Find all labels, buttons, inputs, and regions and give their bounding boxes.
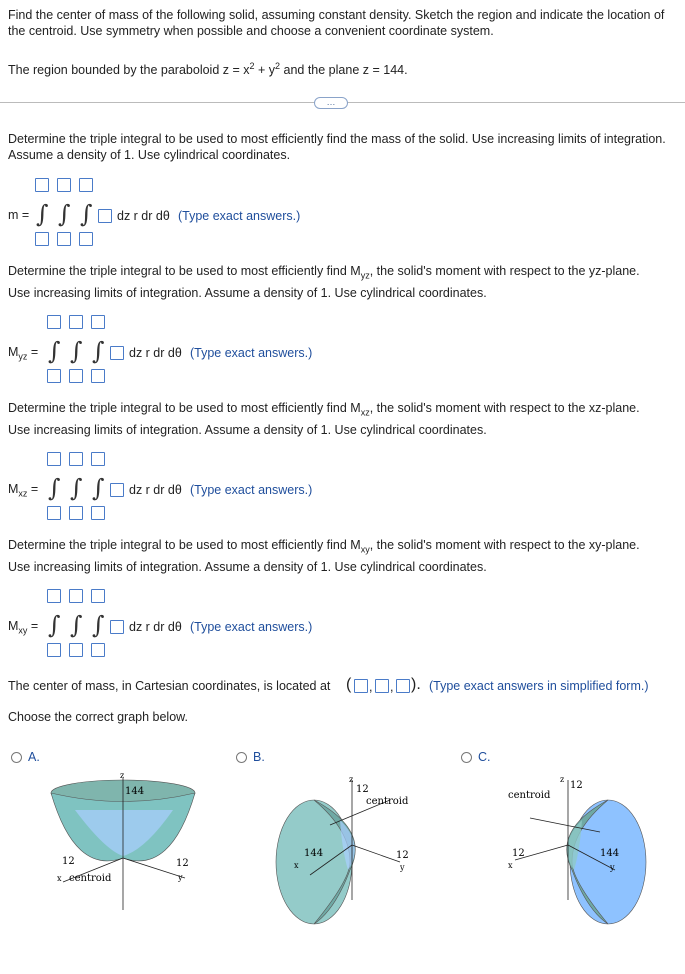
- mxz-upper-limit-3[interactable]: [91, 452, 105, 466]
- simplified-form-hint: (Type exact answers in simplified form.): [429, 679, 649, 693]
- myz-label: $M_{yz}$ =: [8, 345, 39, 362]
- mass-label: m =: [8, 208, 30, 222]
- integral-differentials: dz r dr dθ: [129, 620, 182, 634]
- x-axis-label: x: [508, 861, 513, 870]
- integral-sign: ∫: [36, 200, 49, 228]
- top-value-label: 144: [125, 786, 145, 797]
- mxz-lower-limit-2[interactable]: [69, 506, 83, 520]
- myz-upper-limit-2[interactable]: [69, 315, 83, 329]
- mxy-question-cont: Use increasing limits of integration. Assume a density of 1. Use cylindrical coordinates.: [8, 560, 487, 574]
- type-exact-hint: (Type exact answers.): [190, 346, 313, 360]
- type-exact-hint: (Type exact answers.): [190, 483, 313, 497]
- option-b-letter: B.: [253, 750, 265, 764]
- myz-integrand-input[interactable]: [110, 346, 124, 360]
- open-paren: (: [346, 676, 352, 693]
- mxz-upper-limit-1[interactable]: [47, 452, 61, 466]
- integral-sign: ∫: [92, 337, 105, 365]
- integral-sign: ∫: [92, 611, 105, 639]
- integral-sign: ∫: [92, 474, 105, 502]
- centroid-z-input[interactable]: [396, 679, 410, 693]
- y-axis-label: y: [400, 863, 405, 872]
- mxy-upper-limit-3[interactable]: [91, 589, 105, 603]
- mxz-lower-limit-1[interactable]: [47, 506, 61, 520]
- mxz-question-cont: Use increasing limits of integration. Assume a density of 1. Use cylindrical coordinates.: [8, 423, 487, 437]
- mass-upper-limit-2[interactable]: [57, 178, 71, 192]
- mass-lower-limit-2[interactable]: [57, 232, 71, 246]
- option-a-graph[interactable]: [45, 770, 205, 915]
- x-axis-label: x: [57, 874, 62, 883]
- mxz-question: Determine the triple integral to be used to most efficiently find $M_{xz}$, the solid's moment with respect to the xz-plane.: [8, 401, 640, 418]
- option-b-radio[interactable]: [236, 752, 247, 763]
- expand-more-button[interactable]: …: [314, 97, 348, 109]
- comma: ,: [390, 680, 394, 694]
- y-value-label: 144: [600, 848, 620, 859]
- integral-differentials: dz r dr dθ: [129, 346, 182, 360]
- choose-graph-prompt: Choose the correct graph below.: [8, 710, 188, 724]
- mxy-lower-limit-2[interactable]: [69, 643, 83, 657]
- integral-sign: ∫: [80, 200, 93, 228]
- type-exact-hint: (Type exact answers.): [190, 620, 313, 634]
- type-exact-hint: (Type exact answers.): [178, 209, 301, 223]
- mxy-lower-limit-1[interactable]: [47, 643, 61, 657]
- centroid-label: centroid: [366, 796, 409, 807]
- mxy-upper-limit-2[interactable]: [69, 589, 83, 603]
- myz-upper-limit-3[interactable]: [91, 315, 105, 329]
- top-value-label: 12: [570, 780, 583, 791]
- integral-differentials: dz r dr dθ: [117, 209, 170, 223]
- mass-question: Determine the triple integral to be used to most efficiently find the mass of the solid. Use increasing limits of integration. Assume a density of 1. Use cylindrical coordinates.: [8, 132, 666, 162]
- x-value-label: 144: [304, 848, 324, 859]
- option-c-radio[interactable]: [461, 752, 472, 763]
- x-axis-label: x: [294, 861, 299, 870]
- z-axis-label: z: [120, 771, 125, 780]
- myz-lower-limit-1[interactable]: [47, 369, 61, 383]
- z-axis-label: z: [349, 775, 354, 784]
- integral-sign: ∫: [48, 474, 61, 502]
- option-a-radio[interactable]: [11, 752, 22, 763]
- mass-lower-limit-3[interactable]: [79, 232, 93, 246]
- centroid-x-input[interactable]: [354, 679, 368, 693]
- mass-integrand-input[interactable]: [98, 209, 112, 223]
- integral-sign: ∫: [70, 337, 83, 365]
- mxz-upper-limit-2[interactable]: [69, 452, 83, 466]
- x-value-label: 12: [512, 848, 525, 859]
- myz-upper-limit-1[interactable]: [47, 315, 61, 329]
- mxz-integrand-input[interactable]: [110, 483, 124, 497]
- integral-sign: ∫: [70, 611, 83, 639]
- problem-instruction: Find the center of mass of the following solid, assuming constant density. Sketch the region and indicate the location of the centroid. Use symmetry when possible and choose a convenient coordinate system.: [8, 8, 665, 38]
- option-c-graph[interactable]: [500, 770, 660, 930]
- myz-question: Determine the triple integral to be used to most efficiently find $M_{yz}$, the solid's moment with respect to the yz-plane.: [8, 264, 640, 281]
- comma: ,: [369, 680, 373, 694]
- y-value-label: 12: [176, 858, 189, 869]
- integral-differentials: dz r dr dθ: [129, 483, 182, 497]
- integral-sign: ∫: [48, 611, 61, 639]
- mxy-label: $M_{xy}$ =: [8, 619, 39, 636]
- myz-question-cont: Use increasing limits of integration. Assume a density of 1. Use cylindrical coordinates.: [8, 286, 487, 300]
- top-value-label: 12: [356, 784, 369, 795]
- center-of-mass-prompt: The center of mass, in Cartesian coordinates, is located at: [8, 679, 331, 693]
- integral-sign: ∫: [48, 337, 61, 365]
- close-paren: ).: [411, 676, 421, 693]
- mxz-lower-limit-3[interactable]: [91, 506, 105, 520]
- centroid-label: centroid: [69, 873, 112, 884]
- mass-lower-limit-1[interactable]: [35, 232, 49, 246]
- y-value-label: 12: [396, 850, 409, 861]
- mass-upper-limit-3[interactable]: [79, 178, 93, 192]
- mxy-integrand-input[interactable]: [110, 620, 124, 634]
- mxy-lower-limit-3[interactable]: [91, 643, 105, 657]
- centroid-label: centroid: [508, 790, 551, 801]
- option-c-letter: C.: [478, 750, 491, 764]
- z-axis-label: z: [560, 775, 565, 784]
- integral-sign: ∫: [70, 474, 83, 502]
- myz-lower-limit-3[interactable]: [91, 369, 105, 383]
- myz-lower-limit-2[interactable]: [69, 369, 83, 383]
- centroid-y-input[interactable]: [375, 679, 389, 693]
- mxy-upper-limit-1[interactable]: [47, 589, 61, 603]
- option-a-letter: A.: [28, 750, 40, 764]
- option-b-graph[interactable]: [270, 770, 420, 930]
- mxy-question: Determine the triple integral to be used to most efficiently find $M_{xy}$, the solid's moment with respect to the xy-plane.: [8, 538, 640, 555]
- region-description: The region bounded by the paraboloid $z = x^2 + y^2$ and the plane z = 144.: [8, 61, 408, 78]
- integral-sign: ∫: [58, 200, 71, 228]
- y-axis-label: y: [610, 863, 615, 872]
- y-axis-label: y: [178, 873, 183, 882]
- mxz-label: $M_{xz}$ =: [8, 482, 39, 499]
- mass-upper-limit-1[interactable]: [35, 178, 49, 192]
- x-value-label: 12: [62, 856, 75, 867]
- y-axis: [352, 845, 400, 862]
